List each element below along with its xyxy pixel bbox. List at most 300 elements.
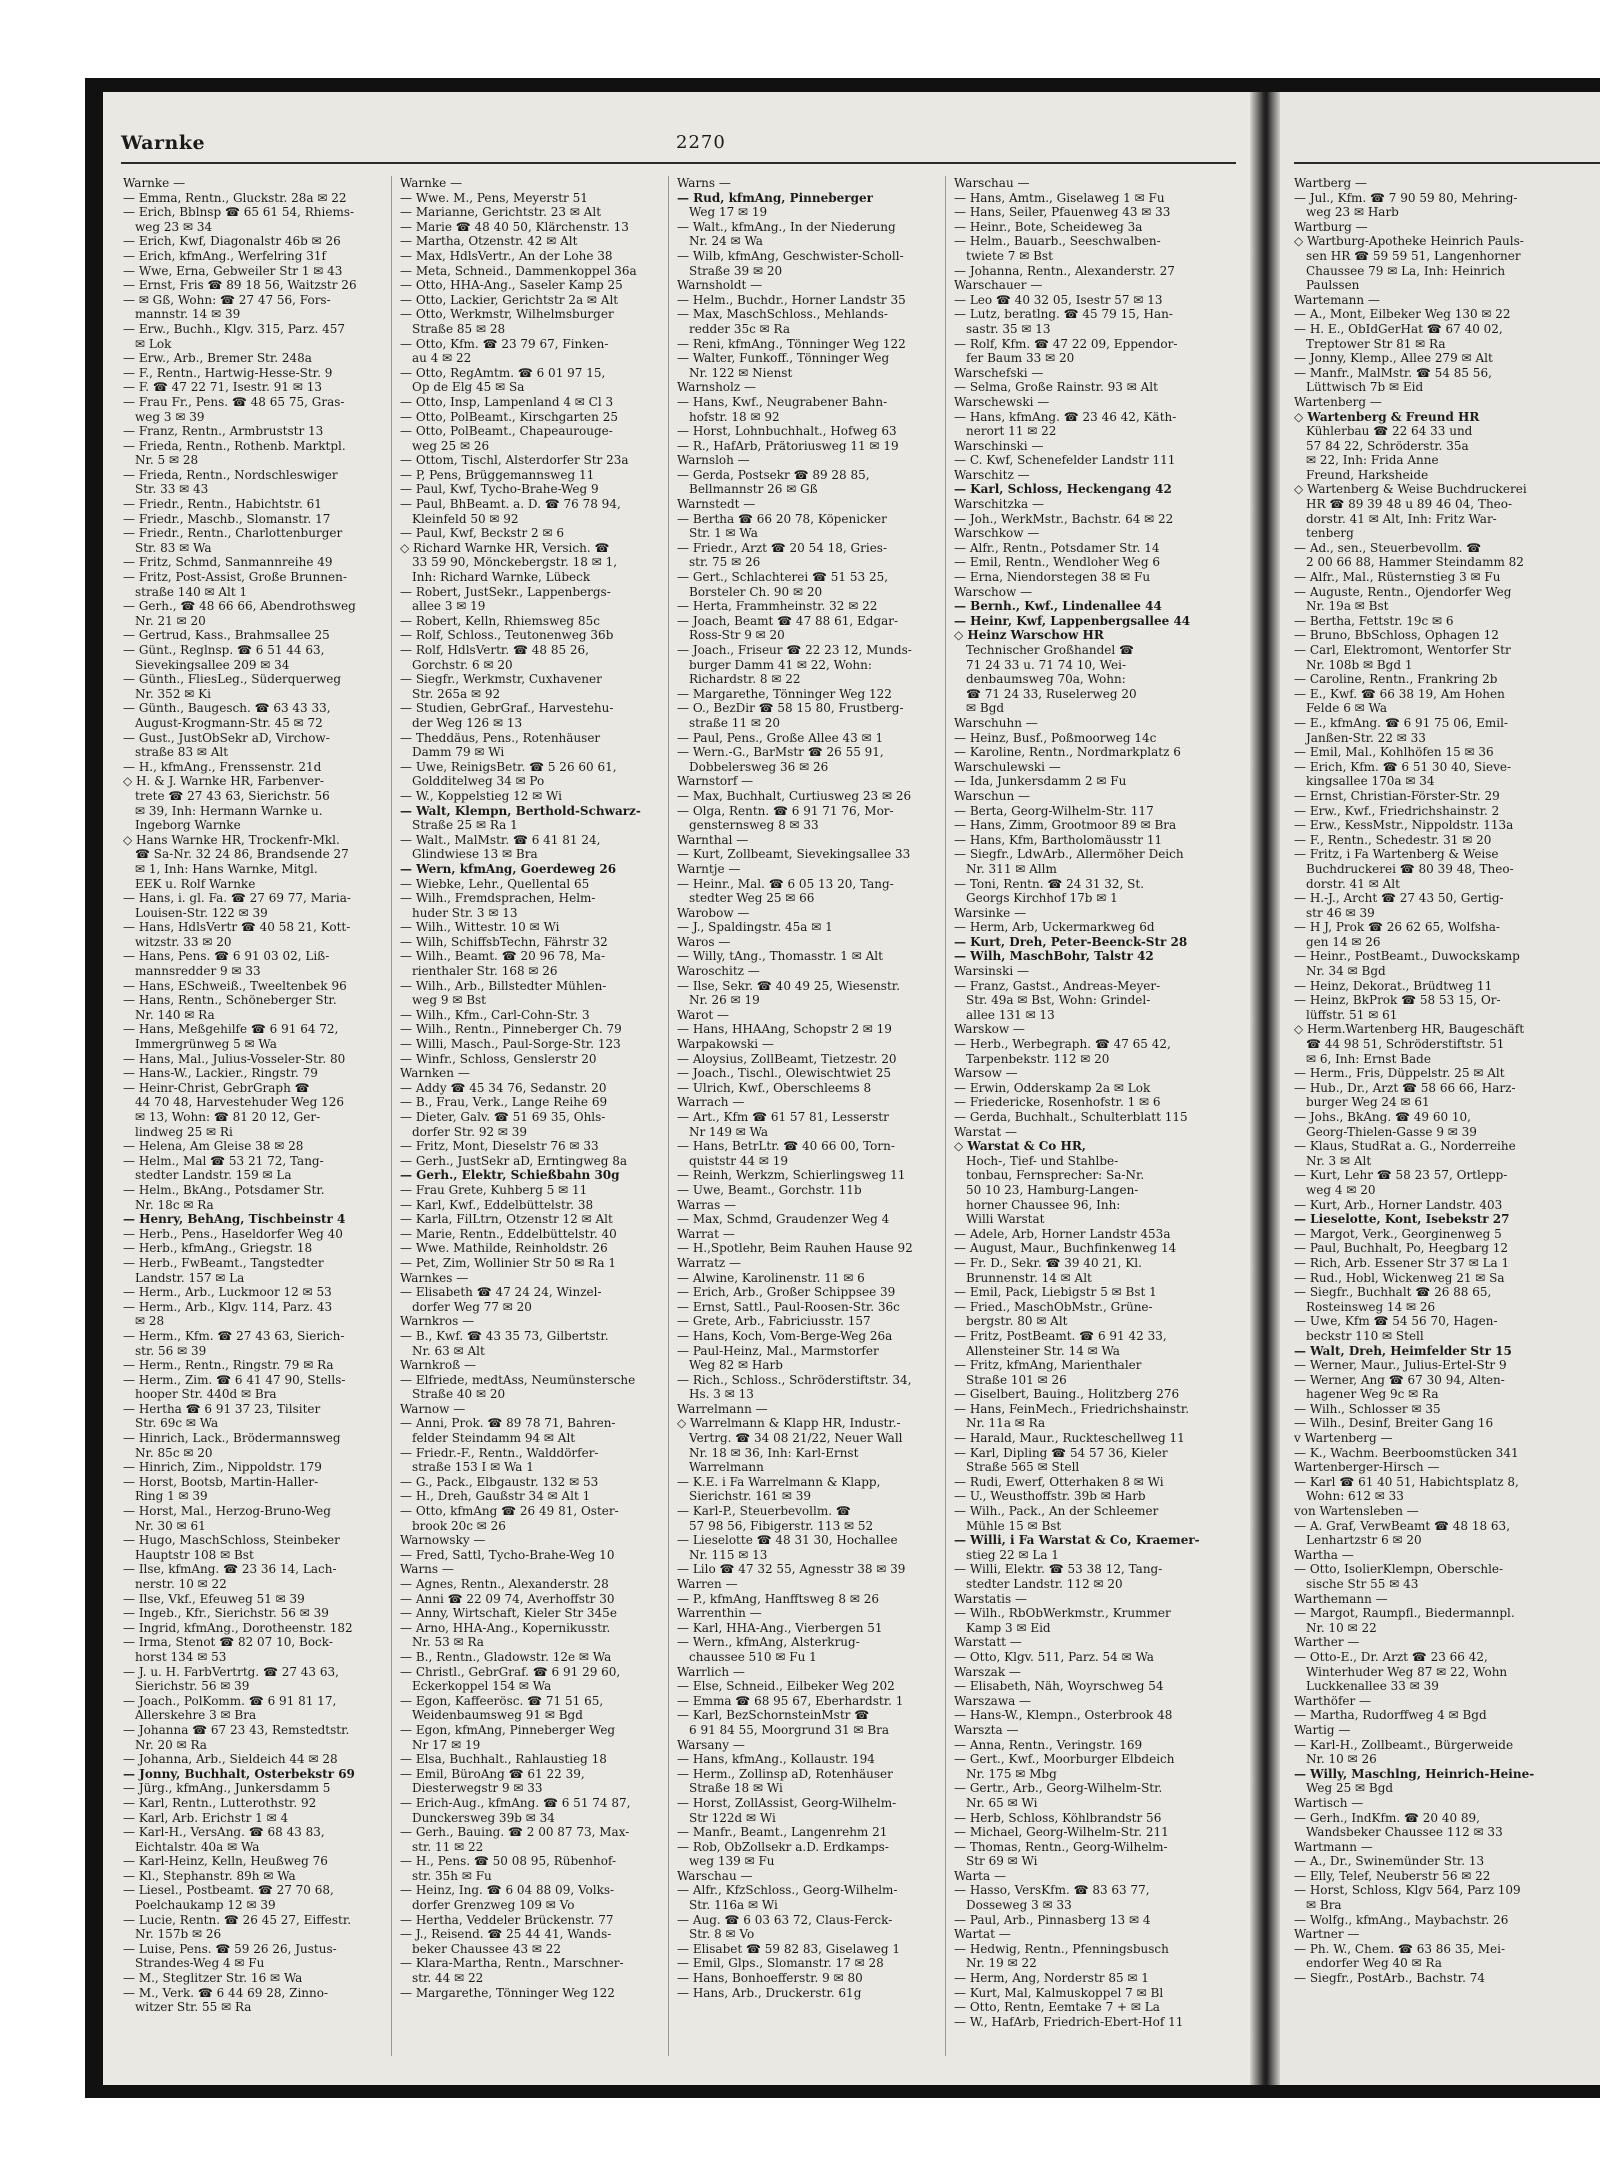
entry-continuation: Sierichstr. 56 ✉ 39 <box>135 1679 250 1694</box>
surname-heading: Warschefski — <box>954 365 1044 380</box>
entry-line: — Wilh, SchiffsbTechn, Fährstr 32 <box>400 934 608 949</box>
entry-line: — Wern., kfmAng, Alsterkrug- <box>677 1635 860 1650</box>
entry-line: — F., Rentn., Hartwig-Hesse-Str. 9 <box>123 365 333 380</box>
entry-line: — Karl, Kwf., Eddelbüttelstr. 38 <box>400 1197 594 1212</box>
entry-continuation: hooper Str. 440d ✉ Bra <box>135 1387 277 1402</box>
surname-heading: Warnsholz — <box>677 380 756 395</box>
entry-continuation: Brunnenstr. 14 ✉ Alt <box>966 1270 1092 1285</box>
entry-line: — Friedr., Arzt ☎ 20 54 18, Gries- <box>677 540 888 555</box>
surname-heading: Warschkow — <box>954 526 1040 541</box>
entry-continuation: Nr. 24 ✉ Wa <box>689 234 763 249</box>
entry-line: — Herm., Fris, Düppelstr. 25 ✉ Alt <box>1294 1066 1505 1081</box>
entry-line: — Karl-H., VersAng. ☎ 68 43 83, <box>123 1825 325 1840</box>
entry-line: — Horst, Mal., Herzog-Bruno-Weg <box>123 1504 331 1519</box>
entry-line: — Anni, Prok. ☎ 89 78 71, Bahren- <box>400 1416 616 1431</box>
entry-line: — Joh., WerkMstr., Bachstr. 64 ✉ 22 <box>954 511 1174 526</box>
entry-line: — Wilh., RbObWerkmstr., Krummer <box>954 1606 1171 1621</box>
entry-continuation: quiststr 44 ✉ 19 <box>689 1153 788 1168</box>
entry-line: — Herm., Kfm. ☎ 27 43 63, Sierich- <box>123 1328 345 1343</box>
page-header <box>121 132 1236 160</box>
entry-line: — Henry, BehAng, Tischbeinstr 4 <box>123 1212 346 1227</box>
entry-line: — Karl, Dipling ☎ 54 57 36, Kieler <box>954 1445 1168 1460</box>
entry-line: — Johanna, Rentn., Alexanderstr. 27 <box>954 263 1175 278</box>
entry-line: — Wwe. M., Pens, Meyerstr 51 <box>400 190 588 205</box>
entry-continuation: allee 131 ✉ 13 <box>966 1007 1055 1022</box>
entry-continuation: sen HR ☎ 59 59 51, Langenhorner <box>1306 248 1521 263</box>
entry-continuation: endorfer Weg 40 ✉ Ra <box>1306 1956 1442 1971</box>
entry-continuation: Nr. 63 ✉ Alt <box>412 1343 485 1358</box>
entry-line: — H., Dreh, Gaußstr 34 ✉ Alt 1 <box>400 1489 591 1504</box>
entry-line: — Karl-P., Steuerbevollm. ☎ <box>677 1504 851 1519</box>
entry-continuation: 6 91 84 55, Moorgrund 31 ✉ Bra <box>689 1722 890 1737</box>
surname-heading: Warnkes — <box>400 1270 469 1285</box>
surname-heading: Warren — <box>677 1577 738 1591</box>
entry-continuation: Rosteinsweg 14 ✉ 26 <box>1306 1299 1436 1314</box>
entry-line: — H.,Spotlehr, Beim Rauhen Hause 92 <box>677 1241 913 1256</box>
surname-heading: von Wartensleben — <box>1294 1504 1419 1519</box>
business-entry: ◇ Richard Warnke HR, Versich. ☎ <box>400 540 610 555</box>
entry-line: — E., Kwf. ☎ 66 38 19, Am Hohen <box>1294 686 1505 701</box>
entry-line: — Wilh, MaschBohr, Talstr 42 <box>954 949 1154 964</box>
entry-line: — Otto, Insp, Lampenland 4 ✉ Cl 3 <box>400 394 614 409</box>
entry-continuation: Buchdruckerei ☎ 80 39 48, Theo- <box>1306 861 1514 876</box>
entry-line: — Otto, PolBeamt., Kirschgarten 25 <box>400 409 618 424</box>
entry-line: — Otto, HHA-Ang., Saseler Kamp 25 <box>400 278 623 293</box>
business-entry: ◇ Wartenberg & Weise Buchdruckerei <box>1294 482 1527 497</box>
entry-continuation: Str. 265a ✉ 92 <box>412 686 501 701</box>
entry-line: — Joach., Tischl., Olewischtwiet 25 <box>677 1066 892 1081</box>
entry-continuation: lüffstr. 51 ✉ 61 <box>1306 1007 1398 1022</box>
entry-line: — Herb., kfmAng., Griegstr. 18 <box>123 1241 313 1256</box>
entry-line: — A., Mont, Eilbeker Weg 130 ✉ 22 <box>1294 307 1511 322</box>
entry-line: — Paul, Buchhalt, Po, Heegbarg 12 <box>1294 1241 1508 1256</box>
entry-line: — Erw., KessMstr., Nippoldstr. 113a <box>1294 818 1514 833</box>
entry-line: — J. u. H. FarbVertrtg. ☎ 27 43 63, <box>123 1664 339 1679</box>
entry-continuation: Paulssen <box>1306 278 1360 293</box>
entry-line: — H., kfmAng., Frenssenstr. 21d <box>123 759 322 774</box>
entry-line: — Heinz, Busf., Poßmoorweg 14c <box>954 730 1157 745</box>
entry-line: — Elisabet ☎ 59 82 83, Giselaweg 1 <box>677 1941 900 1956</box>
surname-heading: Warschitzka — <box>954 497 1045 512</box>
entry-line: — Giselbert, Bauing., Holitzberg 276 <box>954 1387 1180 1402</box>
entry-continuation: ✉ 1, Inh: Hans Warnke, Mitgl. <box>135 861 318 876</box>
entry-line: — Emil, Rentn., Wendloher Weg 6 <box>954 555 1161 570</box>
entry-continuation: Nr. 352 ✉ Ki <box>135 686 211 701</box>
entry-line: — Hans, Bonhoefferstr. 9 ✉ 80 <box>677 1971 863 1986</box>
entry-continuation: str. 35h ✉ Fu <box>412 1868 492 1883</box>
entry-line: — Johanna, Arb., Sieldeich 44 ✉ 28 <box>123 1752 338 1767</box>
entry-line: — Hans, kfmAng. ☎ 23 46 42, Käth- <box>954 409 1177 424</box>
surname-heading: Warnstedt — <box>677 497 756 512</box>
entry-continuation: ☎ 71 24 33, Ruselerweg 20 <box>966 686 1137 701</box>
entry-line: — Walt., kfmAng., In der Niederung <box>677 219 896 234</box>
entry-line: — Helena, Am Gleise 38 ✉ 28 <box>123 1139 304 1154</box>
surname-heading: Warnow — <box>400 1401 466 1416</box>
entry-continuation: Straße 39 ✉ 20 <box>689 263 783 278</box>
surname-heading: Warnken — <box>400 1066 470 1081</box>
entry-line: — Wilh., Arb., Billstedter Mühlen- <box>400 978 607 993</box>
entry-line: — Marie, Rentn., Eddelbüttelstr. 40 <box>400 1226 617 1241</box>
entry-line: — Jürg., kfmAng., Junkersdamm 5 <box>123 1781 331 1796</box>
entry-line: — Walt., MalMstr. ☎ 6 41 81 24, <box>400 832 601 847</box>
entry-continuation: tonbau, Fernsprecher: Sa-Nr. <box>966 1168 1145 1183</box>
entry-line: — Anni ☎ 22 09 74, Averhoffstr 30 <box>400 1591 615 1606</box>
entry-line: — Ingrid, kfmAng., Dorotheenstr. 182 <box>123 1620 353 1635</box>
entry-line: — Gerh., JustSekr aD, Erntingweg 8a <box>400 1153 628 1168</box>
entry-continuation: brook 20c ✉ 26 <box>412 1518 506 1533</box>
entry-line: — Herm, Ang, Norderstr 85 ✉ 1 <box>954 1971 1149 1986</box>
entry-continuation: 44 70 48, Harvestehuder Weg 126 <box>135 1095 345 1110</box>
entry-line: — U., Weusthoffstr. 39b ✉ Harb <box>954 1489 1146 1504</box>
entry-line: — Lucie, Rentn. ☎ 26 45 27, Eiffestr. <box>123 1912 352 1927</box>
entry-line: — Karl, Schloss, Heckengang 42 <box>954 482 1172 497</box>
column-divider <box>668 176 669 2056</box>
entry-continuation: Nr. 115 ✉ 13 <box>689 1547 768 1562</box>
entry-continuation: Technischer Großhandel ☎ <box>966 643 1135 657</box>
entry-line: — Wilh., Kfm., Carl-Cohn-Str. 3 <box>400 1007 590 1022</box>
business-entry: ◇ Herm.Wartenberg HR, Baugeschäft <box>1294 1022 1525 1037</box>
entry-line: — Kurt, Mal, Kalmuskoppel 7 ✉ Bl <box>954 1985 1164 2000</box>
surname-heading: Wartenberger-Hirsch — <box>1294 1460 1440 1475</box>
column-4 <box>954 176 1216 2066</box>
entry-line: — Rich., Schloss., Schröderstiftstr. 34, <box>677 1372 912 1387</box>
entry-line: — Günth., FliesLeg., Süderquerweg <box>123 672 342 687</box>
entry-continuation: ✉ 13, Wohn: ☎ 81 20 12, Ger- <box>135 1110 321 1124</box>
entry-line: — Hertha, Veddeler Brückenstr. 77 <box>400 1912 614 1927</box>
entry-line: — Hans, Kwf., Neugrabener Bahn- <box>677 394 888 409</box>
entry-line: — B., Kwf. ☎ 43 35 73, Gilbertstr. <box>400 1328 609 1343</box>
entry-line: — Wern, kfmAng, Goerdeweg 26 <box>400 861 617 876</box>
entry-line: — Max, HdlsVertr., An der Lohe 38 <box>400 248 613 263</box>
entry-continuation: ✉ Bgd <box>966 701 1005 716</box>
entry-line: — Fritz, PostBeamt. ☎ 6 91 42 33, <box>954 1328 1167 1343</box>
surname-heading: Warras — <box>677 1197 737 1212</box>
entry-line: — A., Dr., Swinemünder Str. 13 <box>1294 1854 1485 1869</box>
entry-line: — Wwe, Erna, Gebweiler Str 1 ✉ 43 <box>123 263 343 278</box>
entry-line: — B., Frau, Verk., Lange Reihe 69 <box>400 1095 608 1110</box>
entry-continuation: Landstr. 157 ✉ La <box>135 1270 245 1285</box>
entry-continuation: stedter Landstr. 159 ✉ La <box>135 1168 292 1183</box>
entry-line: — Karl, Arb. Erichstr 1 ✉ 4 <box>123 1810 289 1825</box>
entry-continuation: Allensteiner Str. 14 ✉ Wa <box>966 1343 1120 1358</box>
entry-line: — Johanna ☎ 67 23 43, Remstedtstr. <box>123 1722 350 1737</box>
entry-line: — Margot, Verk., Georginenweg 5 <box>1294 1226 1502 1241</box>
entry-continuation: der Weg 126 ✉ 13 <box>412 715 523 730</box>
entry-line: — Ernst, Fris ☎ 89 18 56, Waitzstr 26 <box>123 278 357 293</box>
entry-continuation: dorstr. 41 ✉ Alt, Inh: Fritz War- <box>1306 511 1497 526</box>
entry-line: — Fritz, Post-Assist, Große Brunnen- <box>123 570 347 585</box>
surname-heading: Warns — <box>400 1562 454 1577</box>
entry-line: — Ad., sen., Steuerbevollm. ☎ <box>1294 540 1482 555</box>
entry-line: — B., Rentn., Gladowstr. 12e ✉ Wa <box>400 1649 612 1664</box>
entry-line: — Arno, HHA-Ang., Kopernikusstr. <box>400 1620 611 1635</box>
entry-continuation: straße 11 ✉ 20 <box>689 715 781 730</box>
entry-line: — Hans, HdlsVertr ☎ 40 58 21, Kott- <box>123 920 351 935</box>
entry-continuation: Nr. 5 ✉ 28 <box>135 453 199 468</box>
entry-line: — Gert., Schlachterei ☎ 51 53 25, <box>677 570 889 585</box>
entry-line: — Joach., Friseur ☎ 22 23 12, Munds- <box>677 643 912 657</box>
entry-continuation: mannstr. 14 ✉ 39 <box>135 307 241 322</box>
entry-line: — Heinz, BkProk ☎ 58 53 15, Or- <box>1294 993 1501 1008</box>
entry-line: — Karl-Heinz, Kelln, Heußweg 76 <box>123 1854 328 1869</box>
entry-line: — Günt., Reglnsp. ☎ 6 51 44 63, <box>123 643 325 657</box>
surname-heading: Warsany — <box>677 1737 745 1752</box>
entry-line: — Heinr., Bote, Scheideweg 3a <box>954 219 1143 234</box>
entry-continuation: dorfer Grenzweg 109 ✉ Vo <box>412 1898 575 1913</box>
entry-line: — Rud., Hobl, Wickenweg 21 ✉ Sa <box>1294 1270 1505 1285</box>
entry-line: — Alfr., Mal., Rüsternstieg 3 ✉ Fu <box>1294 570 1501 585</box>
entry-line: — Otto, Klgv. 511, Parz. 54 ✉ Wa <box>954 1649 1154 1664</box>
entry-continuation: Georg-Thielen-Gasse 9 ✉ 39 <box>1306 1124 1477 1139</box>
entry-line: — Emil, Pack, Liebigstr 5 ✉ Bst 1 <box>954 1285 1157 1300</box>
entry-continuation: Janßen-Str. 22 ✉ 33 <box>1306 730 1426 745</box>
entry-line: — Liesel., Postbeamt. ☎ 27 70 68, <box>123 1883 334 1898</box>
entry-line: — Emma ☎ 68 95 67, Eberhardstr. 1 <box>677 1693 904 1708</box>
entry-line: — Hans, Pens. ☎ 6 91 03 02, Liß- <box>123 949 330 964</box>
surname-heading: Wartburg — <box>1294 219 1368 234</box>
entry-line: — Otto, PolBeamt., Chapeaurouge- <box>400 424 613 439</box>
entry-line: — Erich-Aug., kfmAng. ☎ 6 51 74 87, <box>400 1795 631 1810</box>
entry-continuation: Nr. 10 ✉ 22 <box>1306 1620 1377 1635</box>
entry-line: — C. Kwf, Schenefelder Landstr 111 <box>954 453 1176 468</box>
entry-continuation: Dobbelersweg 36 ✉ 26 <box>689 759 829 774</box>
entry-line: — Hugo, MaschSchloss, Steinbeker <box>123 1533 340 1548</box>
entry-line: — Emil, Glps., Slomanstr. 17 ✉ 28 <box>677 1956 884 1971</box>
entry-line: — Manfr., MalMstr. ☎ 54 85 56, <box>1294 365 1492 380</box>
entry-line: — Hans-W., Lackier., Ringstr. 79 <box>123 1066 318 1081</box>
facing-header-rule <box>1294 162 1600 164</box>
entry-line: — Winfr., Schloss, Genslerstr 20 <box>400 1051 597 1066</box>
entry-line: — Heinr., PostBeamt., Duwockskamp <box>1294 949 1520 964</box>
surname-heading: Warratz — <box>677 1255 742 1270</box>
entry-line: — Luise, Pens. ☎ 59 26 26, Justus- <box>123 1941 337 1956</box>
entry-continuation: sastr. 35 ✉ 13 <box>966 321 1051 336</box>
entry-line: — Friedr., Maschb., Slomanstr. 17 <box>123 511 331 526</box>
entry-line: — Jul., Kfm. ☎ 7 90 59 80, Mehring- <box>1294 190 1518 205</box>
entry-line: — Werner, Maur., Julius-Ertel-Str 9 <box>1294 1358 1507 1373</box>
entry-line: — Gerda, Postsekr ☎ 89 28 85, <box>677 467 870 482</box>
entry-line: — Wilh., Fremdsprachen, Helm- <box>400 891 596 906</box>
entry-line: — H.-J., Archt ☎ 27 43 50, Gertig- <box>1294 891 1504 906</box>
entry-line: — Wilh., Schlosser ✉ 35 <box>1294 1401 1441 1416</box>
entry-line: — Fritz, i Fa Wartenberg & Weise <box>1294 847 1499 862</box>
entry-line: — ✉ Gß, Wohn: ☎ 27 47 56, Fors- <box>123 292 331 307</box>
entry-continuation: Nr. 157b ✉ 26 <box>135 1927 222 1942</box>
entry-continuation: Nr. 175 ✉ Mbg <box>966 1766 1057 1781</box>
entry-line: — Otto, Werkmstr, Wilhelmsburger <box>400 307 614 322</box>
entry-continuation: str. 11 ✉ 22 <box>412 1839 484 1854</box>
entry-line: — Hans, Mal., Julius-Vosseler-Str. 80 <box>123 1051 346 1066</box>
surname-heading: Wartenberg — <box>1294 394 1382 409</box>
entry-line: — Günth., Baugesch. ☎ 63 43 33, <box>123 701 331 716</box>
surname-heading: Wartmann — <box>1294 1839 1373 1854</box>
entry-line: — Rolf, Schloss., Teutonenweg 36b <box>400 628 614 643</box>
surname-heading: Warnthal — <box>677 832 749 847</box>
surname-heading: Warthöfer — <box>1294 1693 1372 1708</box>
entry-line: — Willi, i Fa Warstat & Co, Kraemer- <box>954 1533 1200 1548</box>
entry-line: — Gust., JustObSekr aD, Virchow- <box>123 730 330 745</box>
entry-continuation: Willi Warstat <box>966 1212 1045 1227</box>
column-2 <box>400 176 662 2066</box>
entry-line: — Marianne, Gerichtstr. 23 ✉ Alt <box>400 205 602 220</box>
entry-line: — Ingeb., Kfr., Sierichstr. 56 ✉ 39 <box>123 1606 329 1621</box>
surname-heading: Warszawa — <box>954 1693 1032 1708</box>
entry-continuation: Nr. 85c ✉ 20 <box>135 1445 213 1460</box>
entry-line: — Ottom, Tischl, Alsterdorfer Str 23a <box>400 453 629 468</box>
entry-line: — Bertha, Fettstr. 19c ✉ 6 <box>1294 613 1454 628</box>
entry-line: — Erich, kfmAng., Werfelring 31f <box>123 248 326 263</box>
entry-continuation: Freund, Harksheide <box>1306 467 1429 482</box>
entry-line: — Herta, Frammheinstr. 32 ✉ 22 <box>677 599 878 614</box>
entry-continuation: beker Chaussee 43 ✉ 22 <box>412 1941 562 1956</box>
entry-continuation: Ingeborg Warnke <box>135 818 241 833</box>
entry-line: — Otto, Rentn, Eemtake 7 + ✉ La <box>954 2000 1160 2015</box>
surname-heading: Warnke — <box>400 176 463 190</box>
entry-line: — Harald, Maur., Ruckteschellweg 11 <box>954 1431 1185 1446</box>
entry-line: — H J, Prok ☎ 26 62 65, Wolfsha- <box>1294 920 1500 935</box>
entry-continuation: dorfer Str. 92 ✉ 39 <box>412 1124 528 1139</box>
entry-line: — Lilo ☎ 47 32 55, Agnesstr 38 ✉ 39 <box>677 1562 906 1577</box>
entry-line: — Aug. ☎ 6 03 63 72, Claus-Ferck- <box>677 1912 893 1927</box>
entry-line: — Otto, Kfm. ☎ 23 79 67, Finken- <box>400 336 609 351</box>
entry-line: — F., Rentn., Schedestr. 31 ✉ 20 <box>1294 832 1492 847</box>
entry-line: — Horst, Lohnbuchhalt., Hofweg 63 <box>677 424 897 439</box>
entry-continuation: dorstr. 41 ✉ Alt <box>1306 876 1400 891</box>
entry-line: — Willy, Maschlng, Heinrich-Heine- <box>1294 1766 1535 1781</box>
entry-continuation: ✉ Bra <box>1306 1898 1342 1913</box>
entry-line: — J., Spaldingstr. 45a ✉ 1 <box>677 920 833 935</box>
business-entry: ◇ H. & J. Warnke HR, Farbenver- <box>123 774 324 789</box>
entry-continuation: August-Krogmann-Str. 45 ✉ 72 <box>135 715 323 730</box>
entry-continuation: burger Damm 41 ✉ 22, Wohn: <box>689 657 872 672</box>
entry-continuation: allee 3 ✉ 19 <box>412 599 486 614</box>
business-entry: ◇ Hans Warnke HR, Trockenfr-Mkl. <box>123 832 340 847</box>
entry-continuation: stieg 22 ✉ La 1 <box>966 1547 1059 1562</box>
entry-line: — Rob, ObZollsekr a.D. Erdkamps- <box>677 1839 889 1854</box>
entry-line: — Ida, Junkersdamm 2 ✉ Fu <box>954 774 1127 789</box>
entry-line: — Berta, Georg-Wilhelm-Str. 117 <box>954 803 1154 818</box>
entry-continuation: nerort 11 ✉ 22 <box>966 424 1057 439</box>
entry-continuation: Lüttwisch 7b ✉ Eid <box>1306 380 1424 395</box>
entry-line: — Herb, Schloss, Köhlbrandstr 56 <box>954 1810 1162 1825</box>
entry-line: — M., Steglitzer Str. 16 ✉ Wa <box>123 1971 303 1986</box>
entry-line: — Herm., Zim. ☎ 6 41 47 90, Stells- <box>123 1372 346 1387</box>
entry-continuation: Nr 149 ✉ Wa <box>689 1124 769 1139</box>
entry-line: — Hans, i. gl. Fa. ☎ 27 69 77, Maria- <box>123 891 351 906</box>
entry-line: — Hans, Seiler, Pfauenweg 43 ✉ 33 <box>954 205 1171 220</box>
entry-line: — Wilh., Wittestr. 10 ✉ Wi <box>400 920 560 935</box>
entry-continuation: Nr. 34 ✉ Bgd <box>1306 964 1386 979</box>
entry-line: — Hans, HHAAng, Schopstr 2 ✉ 19 <box>677 1022 892 1037</box>
entry-line: — Reni, kfmAng., Tönninger Weg 122 <box>677 336 906 351</box>
entry-continuation: horst 134 ✉ 53 <box>135 1649 227 1664</box>
surname-heading: Warnsholdt — <box>677 278 763 293</box>
entry-continuation: Nr 17 ✉ 19 <box>412 1737 481 1752</box>
surname-heading: Wartisch — <box>1294 1795 1364 1810</box>
entry-continuation: Glindwiese 13 ✉ Bra <box>412 847 538 862</box>
entry-line: — Klara-Martha, Rentn., Marschner- <box>400 1956 624 1971</box>
entry-line: — Erich, Kfm. ☎ 6 51 30 40, Sieve- <box>1294 759 1512 774</box>
entry-line: — Bruno, BbSchloss, Ophagen 12 <box>1294 628 1499 643</box>
entry-continuation: Str. 33 ✉ 43 <box>135 482 209 497</box>
entry-line: — Frieda, Rentn., Rothenb. Marktpl. <box>123 438 346 453</box>
business-entry: ◇ Heinz Warschow HR <box>954 628 1104 643</box>
entry-line: — Selma, Große Rainstr. 93 ✉ Alt <box>954 380 1158 395</box>
entry-line: — Wilh., Desinf, Breiter Gang 16 <box>1294 1416 1494 1431</box>
entry-line: — Siegfr., LdwArb., Allermöher Deich <box>954 847 1184 862</box>
entry-line: — Else, Schneid., Eilbeker Weg 202 <box>677 1679 895 1694</box>
entry-line: — Herb., FwBeamt., Tangstedter <box>123 1255 324 1270</box>
entry-continuation: Weidenbaumsweg 91 ✉ Bgd <box>412 1708 583 1723</box>
entry-line: — Helm., Mal ☎ 53 21 72, Tang- <box>123 1153 324 1168</box>
column-1 <box>123 176 385 2066</box>
entry-line: — Friedr., Rentn., Charlottenburger <box>123 526 343 541</box>
entry-line: — Hans, Amtm., Giselaweg 1 ✉ Fu <box>954 190 1165 205</box>
entry-continuation: str. 44 ✉ 22 <box>412 1971 484 1986</box>
entry-continuation: Sierichstr. 161 ✉ 39 <box>689 1489 812 1504</box>
surname-heading: v Wartenberg — <box>1294 1431 1393 1446</box>
surname-heading: Warntje — <box>677 861 741 876</box>
column-divider <box>391 176 392 2056</box>
entry-line: — Karl, HHA-Ang., Vierbergen 51 <box>677 1620 883 1635</box>
entry-continuation: weg 3 ✉ 39 <box>135 409 205 424</box>
entry-line: — Marie ☎ 48 40 50, Klärchenstr. 13 <box>400 219 629 234</box>
entry-continuation: 57 84 22, Schröderstr. 35a <box>1306 438 1469 453</box>
entry-line: — Meta, Schneid., Dammenkoppel 36a <box>400 263 637 278</box>
entry-continuation: weg 9 ✉ Bst <box>412 993 486 1008</box>
entry-line: — Kurt, Zollbeamt, Sievekingsallee 33 <box>677 847 911 862</box>
entry-line: — Wilh., Pack., An der Schleemer <box>954 1504 1159 1519</box>
entry-continuation: dorfer Weg 77 ✉ 20 <box>412 1299 532 1314</box>
surname-heading: Warsinke — <box>954 905 1027 920</box>
entry-line: — Toni, Rentn. ☎ 24 31 32, St. <box>954 876 1145 891</box>
book-gutter <box>1250 92 1280 2085</box>
entry-continuation: Str. 83 ✉ Wa <box>135 540 212 555</box>
entry-line: — Hans, Meßgehilfe ☎ 6 91 64 72, <box>123 1022 339 1037</box>
surname-heading: Warnkros — <box>400 1314 475 1329</box>
entry-continuation: Str 69 ✉ Wi <box>966 1854 1038 1869</box>
entry-line: — H., Pens. ☎ 50 08 95, Rübenhof- <box>400 1854 616 1869</box>
entry-line: — Max, MaschSchloss., Mehlands- <box>677 307 888 322</box>
entry-continuation: Kühlerbau ☎ 22 64 33 und <box>1306 424 1473 439</box>
directory-page <box>103 92 1250 2085</box>
entry-line: — Hans, Arb., Druckerstr. 61g <box>677 1985 862 2000</box>
entry-line: — Studien, GebrGraf., Harvestehu- <box>400 701 614 716</box>
entry-line: — Ulrich, Kwf., Oberschleems 8 <box>677 1080 872 1095</box>
surname-heading: Warskow — <box>954 1022 1025 1037</box>
entry-continuation: Nr. 26 ✉ 19 <box>689 993 760 1008</box>
entry-line: — Ernst, Sattl., Paul-Roosen-Str. 36c <box>677 1299 900 1314</box>
entry-continuation: beckstr 110 ✉ Stell <box>1306 1328 1424 1343</box>
surname-heading: Warschau — <box>954 176 1030 190</box>
surname-heading: Warrelmann — <box>677 1401 768 1416</box>
entry-continuation: Nr. 18c ✉ Ra <box>135 1197 214 1212</box>
entry-continuation: Lenhartzstr 6 ✉ 20 <box>1306 1533 1422 1548</box>
entry-line: — Paul, BhBeamt. a. D. ☎ 76 78 94, <box>400 497 621 512</box>
entry-line: — Rich, Arb. Essener Str 37 ✉ La 1 <box>1294 1255 1510 1270</box>
entry-line: — Siegfr., Werkmstr, Cuxhavener <box>400 672 602 687</box>
entry-continuation: Str 122d ✉ Wi <box>689 1810 776 1825</box>
entry-continuation: Strandes-Weg 4 ✉ Fu <box>135 1956 265 1971</box>
entry-line: — Joach., PolKomm. ☎ 6 91 81 17, <box>123 1693 337 1708</box>
entry-line: — Emil, Mal., Kohlhöfen 15 ✉ 36 <box>1294 745 1494 760</box>
entry-continuation: twiete 7 ✉ Bst <box>966 248 1053 263</box>
entry-line: — Alfr., Rentn., Potsdamer Str. 14 <box>954 540 1160 555</box>
entry-line: — Elisabeth ☎ 47 24 24, Winzel- <box>400 1285 602 1300</box>
surname-heading: Warot — <box>677 1007 730 1022</box>
entry-line: — Friedr.-F., Rentn., Walddörfer- <box>400 1445 599 1460</box>
entry-line: — Otto-E., Dr. Arzt ☎ 23 66 42, <box>1294 1649 1488 1664</box>
